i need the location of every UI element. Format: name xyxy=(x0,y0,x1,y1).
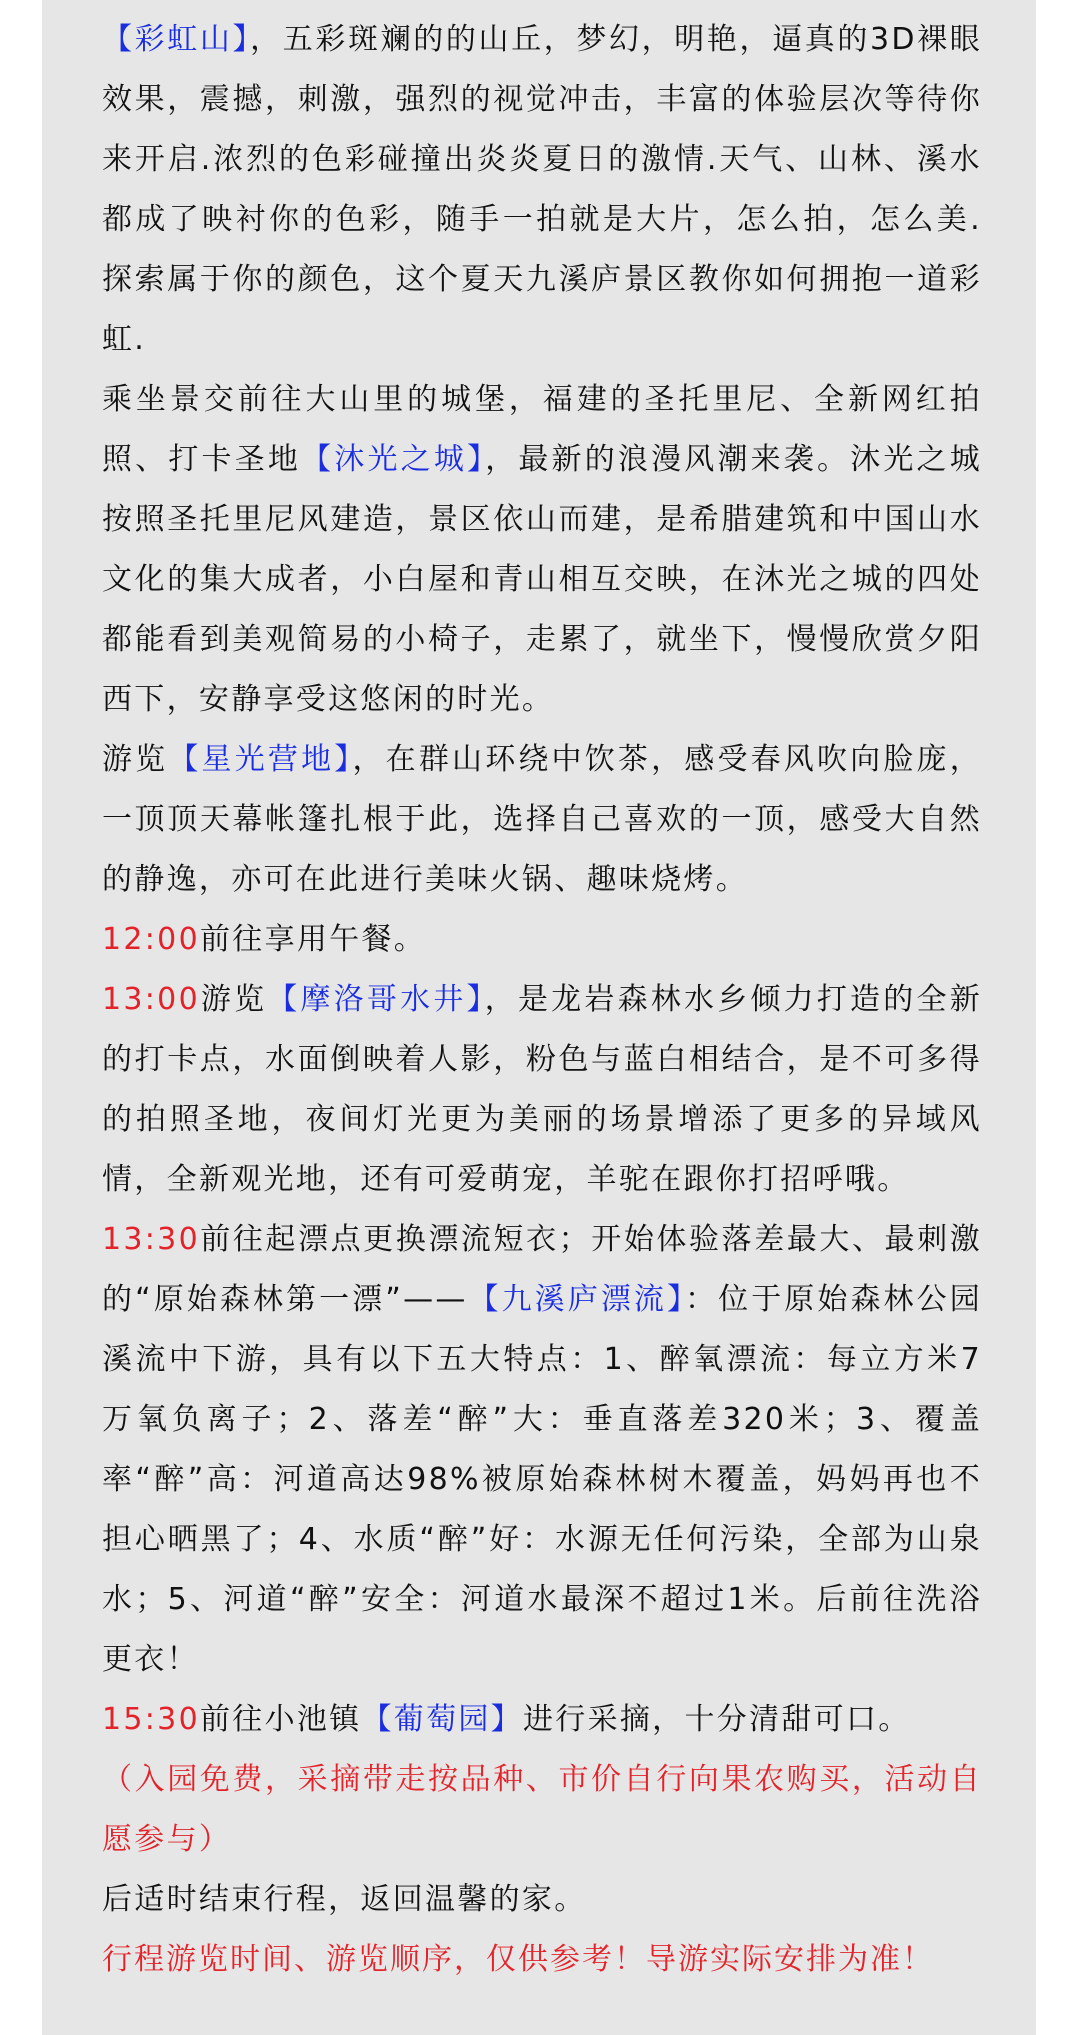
paragraph-text: 游览 xyxy=(199,982,268,1017)
paragraph-lunch xyxy=(102,910,982,970)
grape-note: （入园免费，采摘带走按品种、市价自行向果农购买，活动自愿参与） xyxy=(102,1762,982,1857)
schedule-time: 12:00 xyxy=(102,922,200,957)
paragraph-text: 前往小池镇 xyxy=(199,1702,362,1737)
paragraph-text: ，是龙岩森林水乡倾力打造的全新的打卡点，水面倒映着人影，粉色与蓝白相结合，是不可多得的拍照圣地，夜间灯光更为美丽的场景增添了更多的异域风情，全新观光地，还有可爱萌宠，羊驼在跟你打招呼哦。 xyxy=(102,982,982,1197)
schedule-time: 13:00 xyxy=(102,982,200,1017)
paragraph-text: 进行采摘，十分清甜可口。 xyxy=(522,1702,911,1737)
attraction-name-rafting: 【九溪庐漂流】 xyxy=(467,1282,686,1317)
paragraph-text: ，在群山环绕中饮茶，感受春风吹向脸庞，一顶顶天幕帐篷扎根于此，选择自己喜欢的一顶，感受大自然的静逸，亦可在此进行美味火锅、趣味烧烤。 xyxy=(102,742,983,897)
attraction-name-camp: 【星光营地】 xyxy=(168,742,353,777)
paragraph-text: 前往起漂点更换漂流短衣；开始体验落差最大、最刺激的“原始森林第一漂”—— xyxy=(102,1222,982,1317)
itinerary-text xyxy=(102,10,982,1990)
paragraph-text: ，五彩斑斓的的山丘，梦幻，明艳，逼真的3D裸眼效果，震撼，刺激，强烈的视觉冲击，丰富的体验层次等待你来开启.浓烈的色彩碰撞出炎炎夏日的激情.天气、山林、溪水都成了映衬你的色彩，随手一拍就是大片，怎么拍，怎么美.探索属于你的颜色，这个夏天九溪庐景区教你如何拥抱一道彩虹. xyxy=(102,22,983,357)
paragraph-text: 游览 xyxy=(102,742,169,777)
schedule-time: 13:30 xyxy=(102,1222,200,1257)
attraction-name-castle: 【沐光之城】 xyxy=(301,442,486,477)
paragraph-ending: 后适时结束行程，返回温馨的家。 xyxy=(102,1882,587,1917)
paragraph-well xyxy=(102,970,982,1210)
paragraph-text: 前往享用午餐。 xyxy=(199,922,427,957)
itinerary-notice: 行程游览时间、游览顺序，仅供参考！导游实际安排为准！ xyxy=(102,1942,934,1977)
paragraph-rainbow-mountain xyxy=(102,10,982,370)
paragraph-text: ，最新的浪漫风潮来袭。沐光之城按照圣托里尼风建造，景区依山而建，是希腊建筑和中国山水文化的集大成者，小白屋和青山相互交映，在沐光之城的四处都能看到美观简易的小椅子，走累了，就坐下，慢慢欣赏夕阳西下，安静享受这悠闲的时光。 xyxy=(102,442,983,717)
attraction-name-well: 【摩洛哥水井】 xyxy=(267,982,485,1017)
itinerary-page xyxy=(42,0,1036,2035)
paragraph-text: 乘坐景交前往大山里的城堡，福建的圣托里尼、全新网红拍照、打卡圣地 xyxy=(102,382,982,477)
paragraph-rafting xyxy=(102,1210,982,1690)
paragraph-text: ：位于原始森林公园溪流中下游，具有以下五大特点：1、醉氧漂流：每立方米7万氧负离子；2、落差“醉”大：垂直落差320米；3、覆盖率“醉”高：河道高达98%被原始森林树木覆盖，妈妈再也不担心晒黑了；4、水质“醉”好：水源无任何污染，全部为山泉水；5、河道“醉”安全：河道水最深不超过1米。后前往洗浴更衣！ xyxy=(102,1282,983,1677)
attraction-name-grape: 【葡萄园】 xyxy=(361,1702,523,1737)
paragraph-grape xyxy=(102,1690,982,1750)
schedule-time: 15:30 xyxy=(102,1702,200,1737)
paragraph-camp xyxy=(102,730,982,910)
paragraph-castle xyxy=(102,370,982,730)
attraction-name-rainbow-mountain: 【彩虹山】 xyxy=(102,22,251,57)
